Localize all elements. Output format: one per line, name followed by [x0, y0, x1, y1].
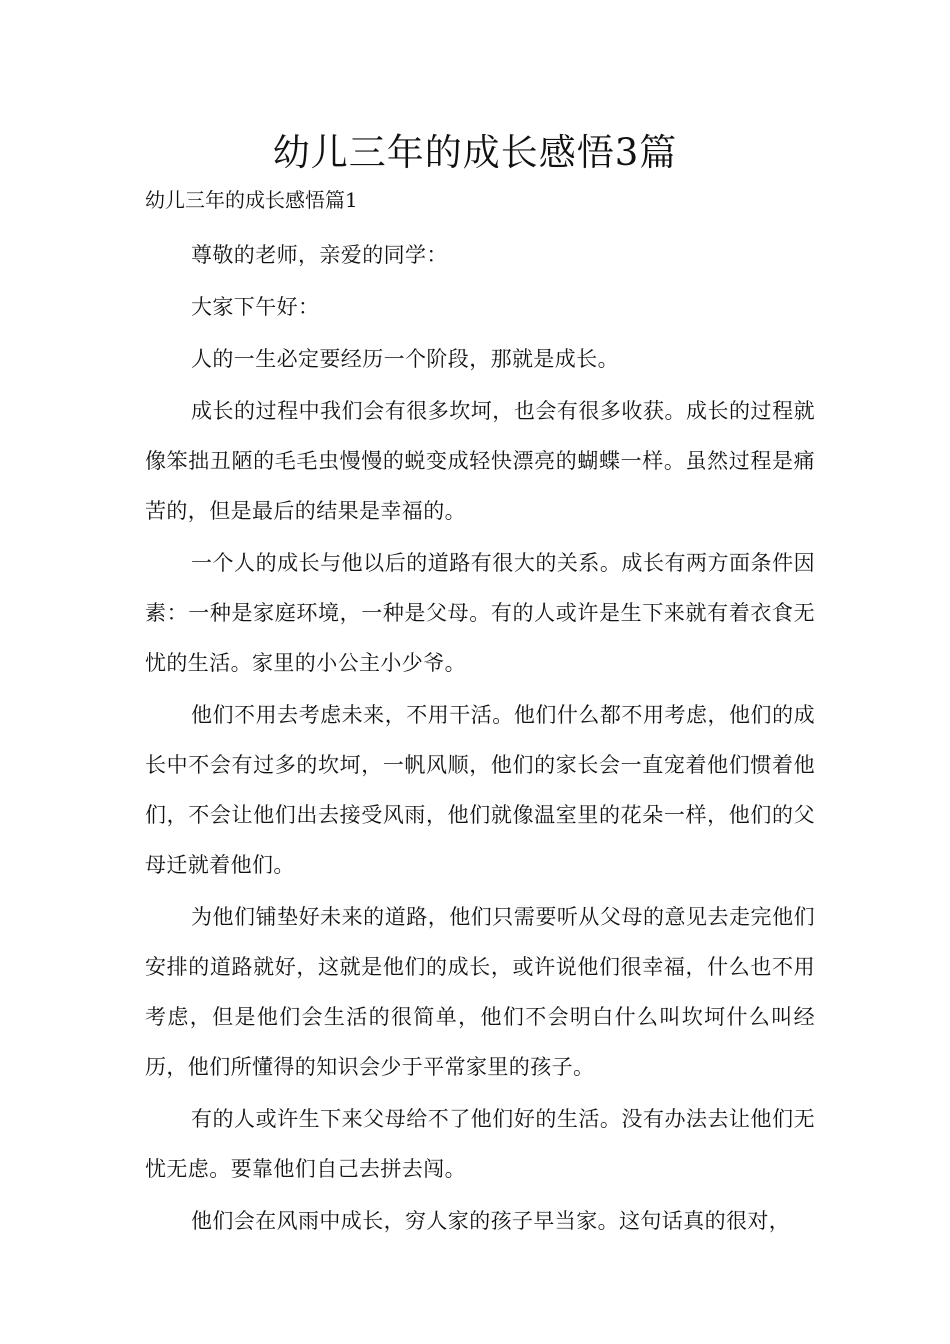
paragraph: 一个人的成长与他以后的道路有很大的关系。成长有两方面条件因素：一种是家庭环境，一种是父母。有的人或许是生下来就有着衣食无忧的生活。家里的小公主小少爷。 — [145, 551, 815, 675]
document-title: 幼儿三年的成长感悟3篇 — [272, 131, 678, 174]
paragraph-salutation: 大家下午好： — [191, 295, 320, 319]
paragraph: 人的一生必定要经历一个阶段，那就是成长。 — [191, 347, 619, 371]
paragraph: 他们不用去考虑未来，不用干活。他们什么都不用考虑，他们的成长中不会有过多的坎坷，一帆风顺，他们的家长会一直宠着他们惯着他们，不会让他们出去接受风雨，他们就像温室里的花朵一样，他们的父母迁就着他们。 — [145, 703, 815, 877]
document-body — [145, 230, 815, 1248]
paragraph: 他们会在风雨中成长，穷人家的孩子早当家。这句话真的很对， — [191, 1209, 791, 1233]
paragraph-greeting: 尊敬的老师，亲爱的同学： — [191, 243, 448, 267]
paragraph: 成长的过程中我们会有很多坎坷，也会有很多收获。成长的过程就像笨拙丑陋的毛毛虫慢慢的蜕变成轻快漂亮的蝴蝶一样。虽然过程是痛苦的，但是最后的结果是幸福的。 — [145, 399, 815, 523]
paragraph: 有的人或许生下来父母给不了他们好的生活。没有办法去让他们无忧无虑。要靠他们自己去拼去闯。 — [145, 1107, 815, 1181]
section-heading: 幼儿三年的成长感悟篇1 — [145, 188, 358, 212]
paragraph: 为他们铺垫好未来的道路，他们只需要听从父母的意见去走完他们安排的道路就好，这就是他们的成长，或许说他们很幸福，什么也不用考虑，但是他们会生活的很简单，他们不会明白什么叫坎坷什么叫经历，他们所懂得的知识会少于平常家里的孩子。 — [145, 905, 815, 1079]
